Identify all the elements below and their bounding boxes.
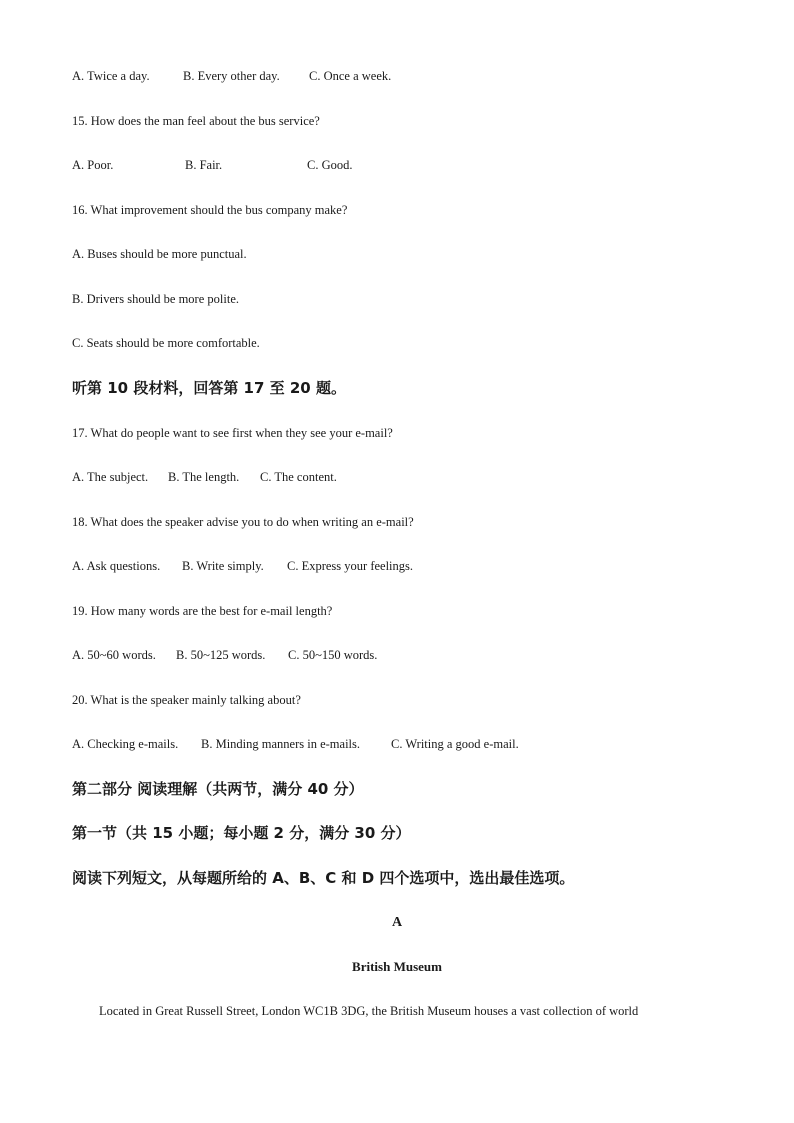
q15-question: 15. How does the man feel about the bus service?	[72, 114, 320, 128]
q15-option-c: C. Good.	[307, 158, 353, 172]
q18-question: 18. What does the speaker advise you to do when writing an e-mail?	[72, 515, 414, 529]
q16-question: 16. What improvement should the bus company make?	[72, 203, 348, 217]
reading-instructions: 阅读下列短文，从每题所给的 A、B、C 和 D 四个选项中，选出最佳选项。	[72, 869, 575, 887]
q17-option-c: C. The content.	[260, 470, 337, 484]
q14-option-a: A. Twice a day.	[72, 69, 150, 83]
q14-option-c: C. Once a week.	[309, 69, 392, 83]
passage-letter: A	[391, 915, 403, 930]
passage-first-line: Located in Great Russell Street, London WC1B 3DG, the British Museum houses a vast collection of world	[99, 1004, 639, 1018]
q20-option-b: B. Minding manners in e-mails.	[201, 737, 361, 751]
section10-heading: 听第 10 段材料，回答第 17 至 20 题。	[72, 379, 346, 397]
q15-option-a: A. Poor.	[72, 158, 114, 172]
q20-option-c: C. Writing a good e-mail.	[391, 737, 519, 751]
q18-option-c: C. Express your feelings.	[287, 559, 414, 573]
q18-option-b: B. Write simply.	[182, 559, 264, 573]
q20-option-a: A. Checking e-mails.	[72, 737, 179, 751]
section1-heading: 第一节（共 15 小题；每小题 2 分，满分 30 分）	[72, 824, 411, 842]
q19-option-c: C. 50~150 words.	[288, 648, 378, 662]
part2-heading: 第二部分 阅读理解（共两节，满分 40 分）	[72, 780, 364, 798]
q14-option-b: B. Every other day.	[183, 69, 280, 83]
q16-option-a: A. Buses should be more punctual.	[72, 247, 247, 261]
passage-title: British Museum	[352, 959, 442, 974]
q16-option-c: C. Seats should be more comfortable.	[72, 336, 260, 350]
q19-option-a: A. 50~60 words.	[72, 648, 156, 662]
q19-option-b: B. 50~125 words.	[176, 648, 266, 662]
q17-option-b: B. The length.	[168, 470, 240, 484]
q17-option-a: A. The subject.	[72, 470, 149, 484]
q18-option-a: A. Ask questions.	[72, 559, 161, 573]
q16-option-b: B. Drivers should be more polite.	[72, 292, 239, 306]
q17-question: 17. What do people want to see first when they see your e-mail?	[72, 426, 393, 440]
q15-option-b: B. Fair.	[185, 158, 223, 172]
q20-question: 20. What is the speaker mainly talking about?	[72, 693, 301, 707]
q19-question: 19. How many words are the best for e-mail length?	[72, 604, 333, 618]
